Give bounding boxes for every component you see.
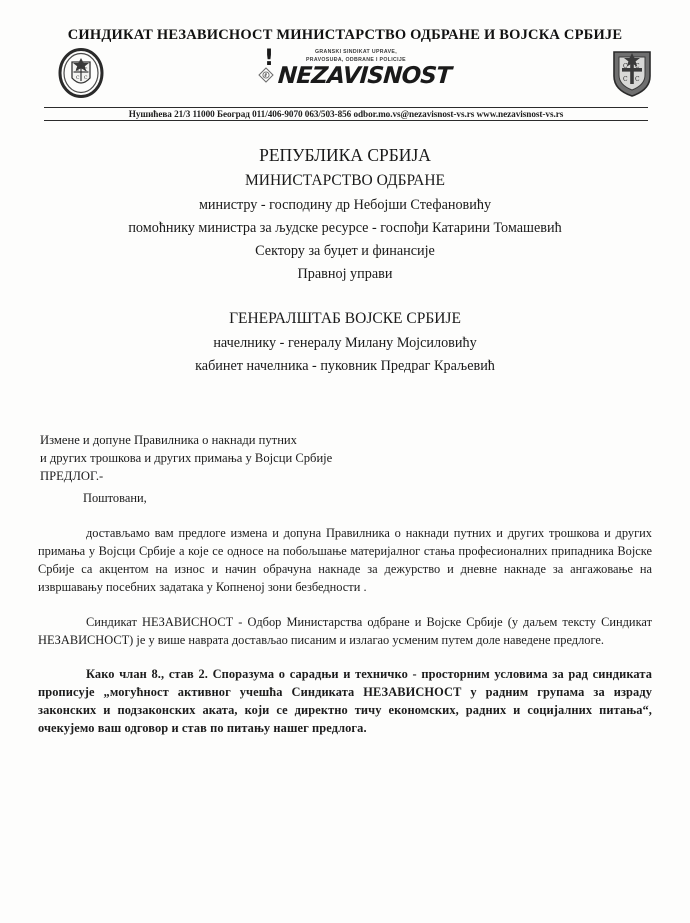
letterhead [0, 0, 690, 121]
svg-text:C: C [623, 75, 628, 83]
svg-text:C: C [635, 75, 640, 83]
contact-details: Нушићева 21/3 11000 Београд 011/406-9070 063/503-856 odbor.mo.vs@nezavisnost-vs.rs www.nezavisnost-vs.rs [44, 107, 648, 121]
chief-of-staff-line: начелнику - генералу Милану Мојсиловићу [213, 334, 477, 351]
svg-text:С: С [76, 75, 80, 81]
svg-text:С: С [84, 75, 88, 81]
budget-sector-line: Сектору за буџет и финансије [255, 242, 435, 259]
logo-wordmark: NEZAVISNOST [277, 63, 452, 90]
republic-line: РЕПУБЛИКА СРБИЈА [259, 145, 431, 165]
addressee-section [0, 126, 690, 378]
general-staff-line: ГЕНЕРАЛШТАБ ВОЈСКЕ СРБИЈЕ [229, 309, 461, 327]
serbian-coat-of-arms-icon [610, 48, 654, 103]
nezavisnost-logo [240, 45, 452, 90]
body-paragraph-2: Синдикат НЕЗАВИСНОСТ - Одбор Министарства одбране и Војске Србије (у даљем тексту Синдикат НЕЗАВИСНОСТ) је у више наврата достављао писаним и излагао усменим путем доле наведене предлоге. [38, 614, 652, 647]
emblem-row [0, 45, 690, 100]
logo-tagline-line1: GRANSKI SINDIKAT UPRAVE, [315, 48, 397, 55]
body-paragraph-3: Како члан 8., став 2. Споразума о сарадњи и техничко - просторним условима за рад синдиката прописује „могућност активног учешћа Синдиката НЕЗАВИСНОСТ у радним групама за израду законских и подзаконских аката, који се директно тичу економских, радних и социјалних питања“, очекујемо ваш одговор и став по питању нашег предлога. [38, 666, 652, 736]
body-section [0, 465, 690, 753]
legal-directorate-line: Правној управи [297, 265, 393, 282]
subject-line-3: ПРЕДЛОГ.- [40, 468, 104, 483]
logo-tagline-line2: PRAVOSUĐA, ODBRANE I POLICIJE [306, 57, 406, 63]
ministry-line: МИНИСТАРСТВО ОДБРАНЕ [244, 172, 445, 190]
body-paragraph-1: достављамо вам предлоге измена и допуна Правилника о накнади путних и других трошкова и других примања у Војсци Србије а које се односе на побољшање материјалног стања професионалних припадника Војске Србије са акцентом на износ и начин обрачуна накнаде за дежурство и дневне накнаде за ангажовање на извршавању посебних задатака у Копненој зони безбедности . [38, 526, 652, 595]
flame-diamond-icon [258, 67, 274, 83]
serbian-seal-emblem-icon [58, 48, 104, 103]
subject-line-1: Измене и допуне Правилника о накнади путних [40, 433, 297, 447]
assistant-minister-line: помоћнику министра за људске ресурсе - госпођи Катарини Томашевић [128, 219, 562, 236]
letter-body [38, 489, 652, 737]
svg-text:С: С [76, 67, 80, 73]
exclamation-mark-icon: ! [264, 45, 275, 71]
chief-cabinet-line: кабинет начелника - пуковник Предраг Краљевић [195, 357, 495, 374]
address-spacer [0, 286, 690, 303]
general-staff-address-block [0, 307, 690, 378]
subject-line-2: и других трошкова и других примања у Војсци Србије [40, 450, 333, 465]
svg-text:С: С [84, 67, 88, 73]
minister-line: министру - господину др Небојши Стефановићу [198, 196, 492, 213]
organization-title: СИНДИКАТ НЕЗАВИСНОСТ МИНИСТАРСТВО ОДБРАНЕ И ВОЈСКА СРБИЈЕ [67, 27, 623, 43]
svg-text:C: C [623, 62, 628, 70]
svg-text:C: C [635, 62, 640, 70]
salutation: Поштовани, [83, 491, 147, 505]
ministry-address-block [0, 142, 690, 286]
